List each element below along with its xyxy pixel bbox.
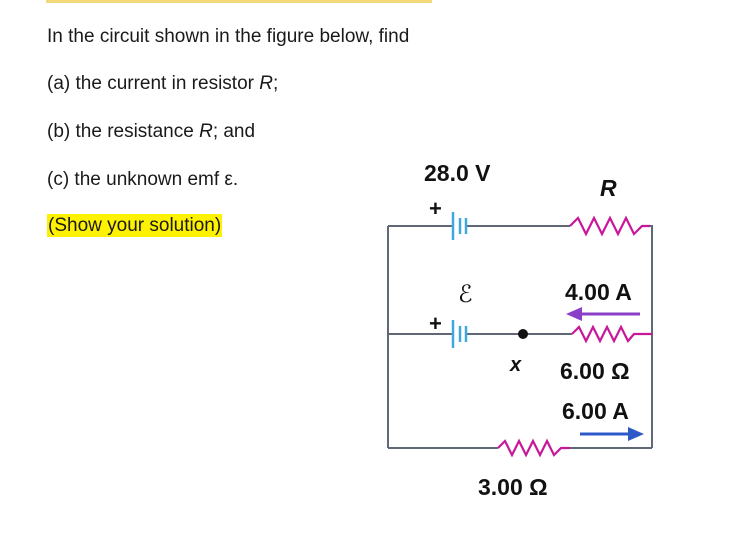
- part-b-suffix: ; and: [212, 121, 256, 142]
- show-solution-highlight: (Show your solution): [48, 215, 222, 236]
- node-x-label: x: [510, 354, 522, 376]
- battery-middle-plus: +: [429, 311, 442, 336]
- resistor-top-zigzag: [570, 218, 650, 234]
- part-a-variable: R: [259, 73, 273, 94]
- battery-top-plus: +: [429, 196, 442, 221]
- part-b-variable: R: [199, 121, 213, 142]
- battery-middle-emf-label: ℰ: [458, 281, 473, 308]
- question-part-c: (c) the unknown emf ε.: [47, 169, 239, 190]
- resistor-middle-zigzag: [572, 327, 652, 341]
- battery-top-voltage-label: 28.0 V: [424, 160, 491, 186]
- node-x-dot: [518, 329, 528, 339]
- wire-top-right: [650, 226, 652, 334]
- resistor-top-label: R: [600, 175, 617, 201]
- resistor-middle-label: 6.00 Ω: [560, 358, 630, 384]
- current-middle-label: 4.00 A: [565, 279, 632, 305]
- battery-top-symbol: [453, 212, 466, 240]
- part-a-suffix: ;: [272, 73, 279, 94]
- resistor-bottom-label: 3.00 Ω: [478, 474, 548, 500]
- current-bottom-arrow: [580, 427, 644, 441]
- part-b-prefix: (b) the resistance: [47, 121, 200, 142]
- current-middle-arrow: [566, 307, 640, 321]
- part-a-prefix: (a) the current in resistor: [47, 73, 260, 94]
- resistor-bottom-zigzag: [498, 441, 570, 455]
- question-intro: In the circuit shown in the figure below, find: [47, 26, 410, 47]
- battery-middle-symbol: [453, 320, 466, 348]
- current-bottom-label: 6.00 A: [562, 398, 629, 424]
